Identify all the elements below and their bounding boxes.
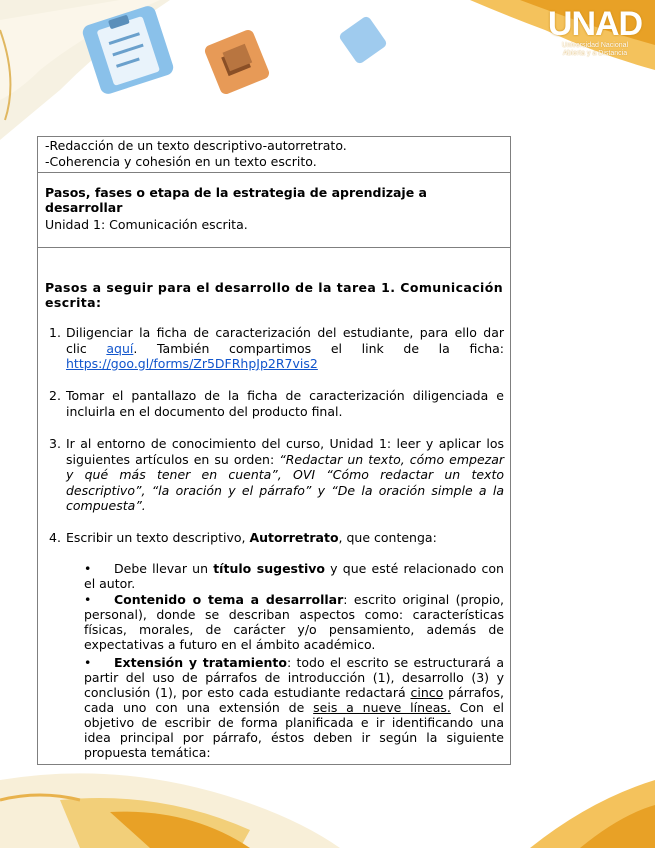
bullet-extension — [84, 655, 504, 760]
step-text: Ir al entorno de conocimiento del curso, Unidad 1: leer y aplicar los siguientes artículos en su orden: — [66, 436, 504, 467]
bullet-text: : todo el escrito se estructurará a partir del uso de párrafos de introducción (1), desarrollo (3) y conclusión (1), por esto cada estudiante redactará — [84, 655, 504, 700]
bullet-symbol: • — [84, 655, 92, 670]
logo-line1: Universidad Nacional — [561, 42, 629, 49]
step-number: 4. — [49, 530, 61, 545]
unad-logo — [545, 6, 645, 58]
step-text: Tomar el pantallazo de la ficha de caracterización diligenciada e incluirla en el documento del producto final. — [66, 388, 504, 419]
phase-heading: Pasos, fases o etapa de la estrategia de aprendizaje a desarrollar — [45, 185, 427, 215]
bullet-text: Con el objetivo de escribir de forma planificada e ir identificando una idea principal por párrafo, éstos deben ir según la siguiente propuesta temática: — [84, 700, 504, 760]
phase-unit: Unidad 1: Comunicación escrita. — [45, 217, 248, 232]
table-divider — [38, 172, 510, 173]
bullet-text: : escrito original (propio, personal), donde se describan aspectos como: características físicas, morales, de carácter y/o pensamiento, además de expectativas a futuro en el ámbito académico. — [84, 592, 505, 652]
logo-wordmark: UNAD — [547, 5, 643, 43]
bullet-content — [84, 592, 504, 652]
step-bold-text: Autorretrato — [249, 530, 339, 545]
bullet-title — [84, 561, 504, 591]
form-url-link[interactable]: https://goo.gl/forms/Zr5DFRhpJp2R7vis2 — [66, 356, 318, 371]
logo-line2: Abierta y a Distancia — [562, 50, 628, 57]
book-icon — [203, 28, 271, 96]
table-divider — [38, 247, 510, 248]
bullet-bold: Extensión y tratamiento — [114, 655, 287, 670]
bullet-text: párrafos, cada uno con una extensión de — [84, 685, 504, 715]
step-3 — [49, 436, 505, 514]
task-heading: Pasos a seguir para el desarrollo de la tarea 1. Comunicación escrita: — [45, 280, 503, 310]
bullet-symbol: • — [84, 561, 92, 576]
step-number: 1. — [49, 325, 61, 340]
step-text: . También compartimos el link de la ficha: — [133, 340, 504, 356]
bullet-symbol: • — [84, 592, 92, 607]
bullet-underlined: seis a nueve líneas. — [313, 700, 451, 715]
step-text: Escribir un texto descriptivo, — [66, 530, 250, 545]
step-2 — [49, 388, 504, 419]
competency-1: -Redacción de un texto descriptivo-autorretrato. — [45, 138, 347, 153]
step-text: Diligenciar la ficha de caracterización del estudiante, para ello dar clic — [66, 325, 504, 356]
step-text: , que contenga: — [338, 530, 437, 545]
bullet-text: Debe llevar un — [114, 561, 214, 576]
bullet-bold: Contenido o tema a desarrollar — [114, 592, 344, 607]
bullet-text: y que esté relacionado con el autor. — [84, 561, 504, 591]
competency-2: -Coherencia y cohesión en un texto escrito. — [45, 154, 317, 169]
content-table — [37, 136, 511, 765]
step-number: 3. — [49, 436, 61, 451]
step-4 — [49, 530, 504, 546]
step-italic-text: “Redactar un texto, cómo empezar y qué más tener en cuenta”, OVI “Cómo redactar un texto descriptivo”, “la oración y el párrafo” y “De la oración simple a la compuesta”. — [66, 451, 505, 513]
step-number: 2. — [49, 388, 61, 403]
step-1 — [49, 325, 504, 372]
aqui-link[interactable]: aquí — [106, 340, 134, 356]
bullet-underlined: cinco — [410, 685, 444, 700]
bullet-bold: título sugestivo — [213, 561, 325, 576]
